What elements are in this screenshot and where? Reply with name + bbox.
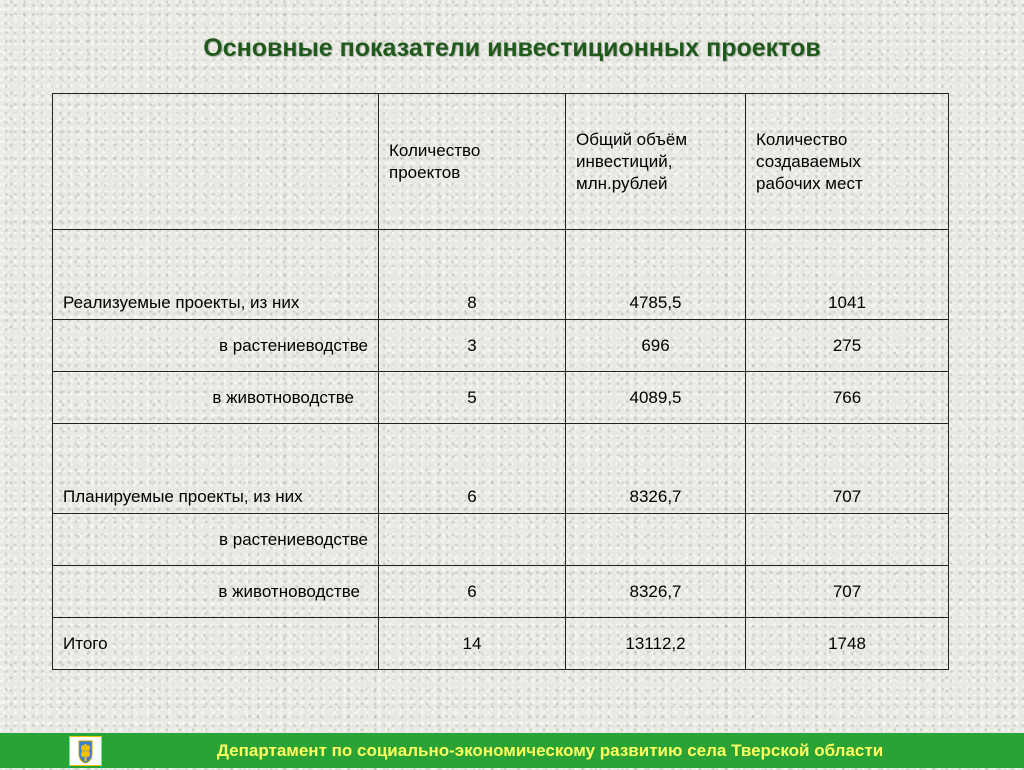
table-row [53,566,949,618]
row-label: Реализуемые проекты, из них [53,230,379,320]
jobs-cell: 1041 [746,230,949,320]
jobs-cell: 275 [746,320,949,372]
projects-cell [379,514,566,566]
page-title: Основные показатели инвестиционных проектов [203,34,821,62]
projects-cell: 8 [379,230,566,320]
investment-cell: 696 [566,320,746,372]
projects-cell: 3 [379,320,566,372]
projects-cell: 6 [379,424,566,514]
header-cell-investment: Общий объём инвестиций, млн.рублей [566,94,746,230]
header-cell-jobs: Количество создаваемых рабочих мест [746,94,949,230]
header-cell-empty [53,94,379,230]
table-row [53,320,949,372]
header-cell-projects: Количество проектов [379,94,566,230]
footer-text: Департамент по социально-экономическому развитию села Тверской области [216,741,884,760]
investment-cell: 13112,2 [566,618,746,670]
projects-cell: 5 [379,372,566,424]
table-row [53,618,949,670]
jobs-cell [746,514,949,566]
table-row [53,372,949,424]
jobs-cell: 1748 [746,618,949,670]
jobs-cell: 766 [746,372,949,424]
investment-cell [566,514,746,566]
row-label: Планируемые проекты, из них [53,424,379,514]
footer-bar [0,733,1024,768]
row-label: в растениеводстве [53,320,379,372]
row-label: в животноводстве [53,566,379,618]
row-label: Итого [53,618,379,670]
table-row [53,230,949,320]
table-row [53,424,949,514]
projects-cell: 14 [379,618,566,670]
jobs-cell: 707 [746,424,949,514]
jobs-cell: 707 [746,566,949,618]
projects-cell: 6 [379,566,566,618]
investment-cell: 8326,7 [566,424,746,514]
emblem-icon [69,736,102,766]
table-header-row [53,94,949,230]
investment-cell: 8326,7 [566,566,746,618]
table-row [53,514,949,566]
investment-table [52,93,949,670]
investment-cell: 4089,5 [566,372,746,424]
investment-cell: 4785,5 [566,230,746,320]
row-label: в растениеводстве [53,514,379,566]
row-label: в животноводстве [53,372,379,424]
